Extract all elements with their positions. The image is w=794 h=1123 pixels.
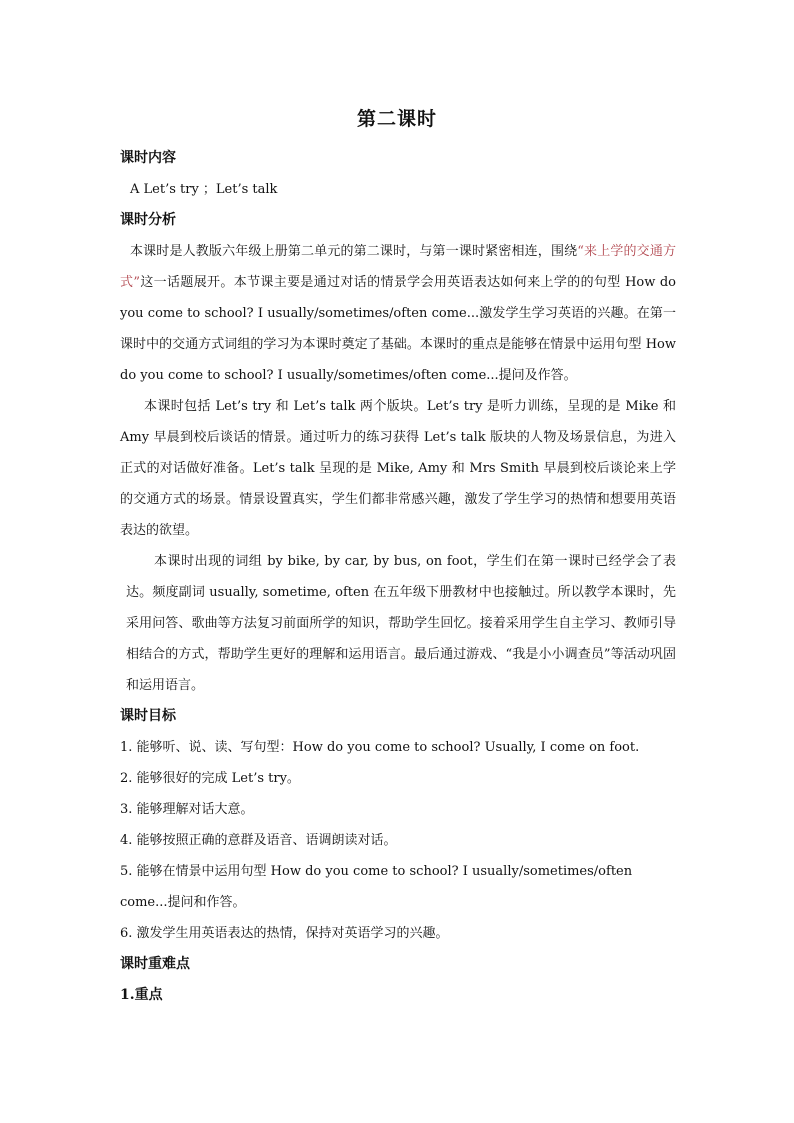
- goal-item: 1. 能够听、说、读、写句型：How do you come to school? Usually, I come on foot.: [120, 740, 640, 755]
- section-heading-key-points: 课时重难点: [120, 956, 190, 972]
- section-heading-content: 课时内容: [120, 150, 176, 166]
- goal-item: 2. 能够很好的完成 Let’s try。: [120, 771, 300, 786]
- analysis-paragraph-1: [120, 236, 676, 391]
- analysis-p1-start: 本课时是人教版六年级上册第二单元的第二课时，与第一课时紧密相连，围绕: [130, 244, 578, 259]
- analysis-p1-quote: “来上学的交通方式”: [120, 244, 676, 290]
- goals-list: [120, 732, 676, 949]
- analysis-paragraph-3: 本课时出现的词组 by bike, by car, by bus, on foot，学生们在第一课时已经学会了表达。频度副词 usually, sometime, often 在五年级下册教材中也接触过。所以教学本课时，先采用问答、歌曲等方法复习前面所学的知识，帮助学生回忆。接着采用学生自主学习、教师引导相结合的方式，帮助学生更好的理解和运用语言。最后通过游戏、“我是小小调查员”等活动巩固和运用语言。: [126, 554, 676, 693]
- content-text: A Let’s try ；Let’s talk: [130, 182, 278, 197]
- section-heading-goals: 课时目标: [120, 708, 176, 724]
- goal-item: 4. 能够按照正确的意群及语音、语调朗读对话。: [120, 833, 397, 848]
- subheading-key-point-1: 1.重点: [120, 987, 163, 1003]
- page-title: 第二课时: [356, 108, 437, 130]
- goal-item: 5. 能够在情景中运用句型 How do you come to school? I usually/sometimes/often come...提问和作答。: [120, 864, 633, 910]
- section-heading-analysis: 课时分析: [120, 212, 176, 228]
- document-body: [120, 143, 676, 1011]
- goal-item: 6. 激发学生用英语表达的热情，保持对英语学习的兴趣。: [120, 926, 449, 941]
- goal-item: 3. 能够理解对话大意。: [120, 802, 254, 817]
- analysis-p1-end: 这一话题展开。本节课主要是通过对话的情景学会用英语表达如何来上学的的句型 How do you come to school? I usually/sometimes/often come...激发学生学习英语的兴趣。在第一课时中的交通方式词组的学习为本课时奠定了基础。本课时的重点是能够在情景中运用句型 How do you come to school? I usually/sometimes/often come...提问及作答。: [120, 275, 676, 383]
- analysis-paragraph-2: 本课时包括 Let’s try 和 Let’s talk 两个版块。Let’s try 是听力训练，呈现的是 Mike 和 Amy 早晨到校后谈话的情景。通过听力的练习获得 Let’s talk 版块的人物及场景信息，为进入正式的对话做好准备。Let’s talk 呈现的是 Mike, Amy 和 Mrs Smith 早晨到校后谈论来上学的交通方式的场景。情景设置真实，学生们都非常感兴趣，激发了学生学习的热情和想要用英语表达的欲望。: [120, 399, 676, 538]
